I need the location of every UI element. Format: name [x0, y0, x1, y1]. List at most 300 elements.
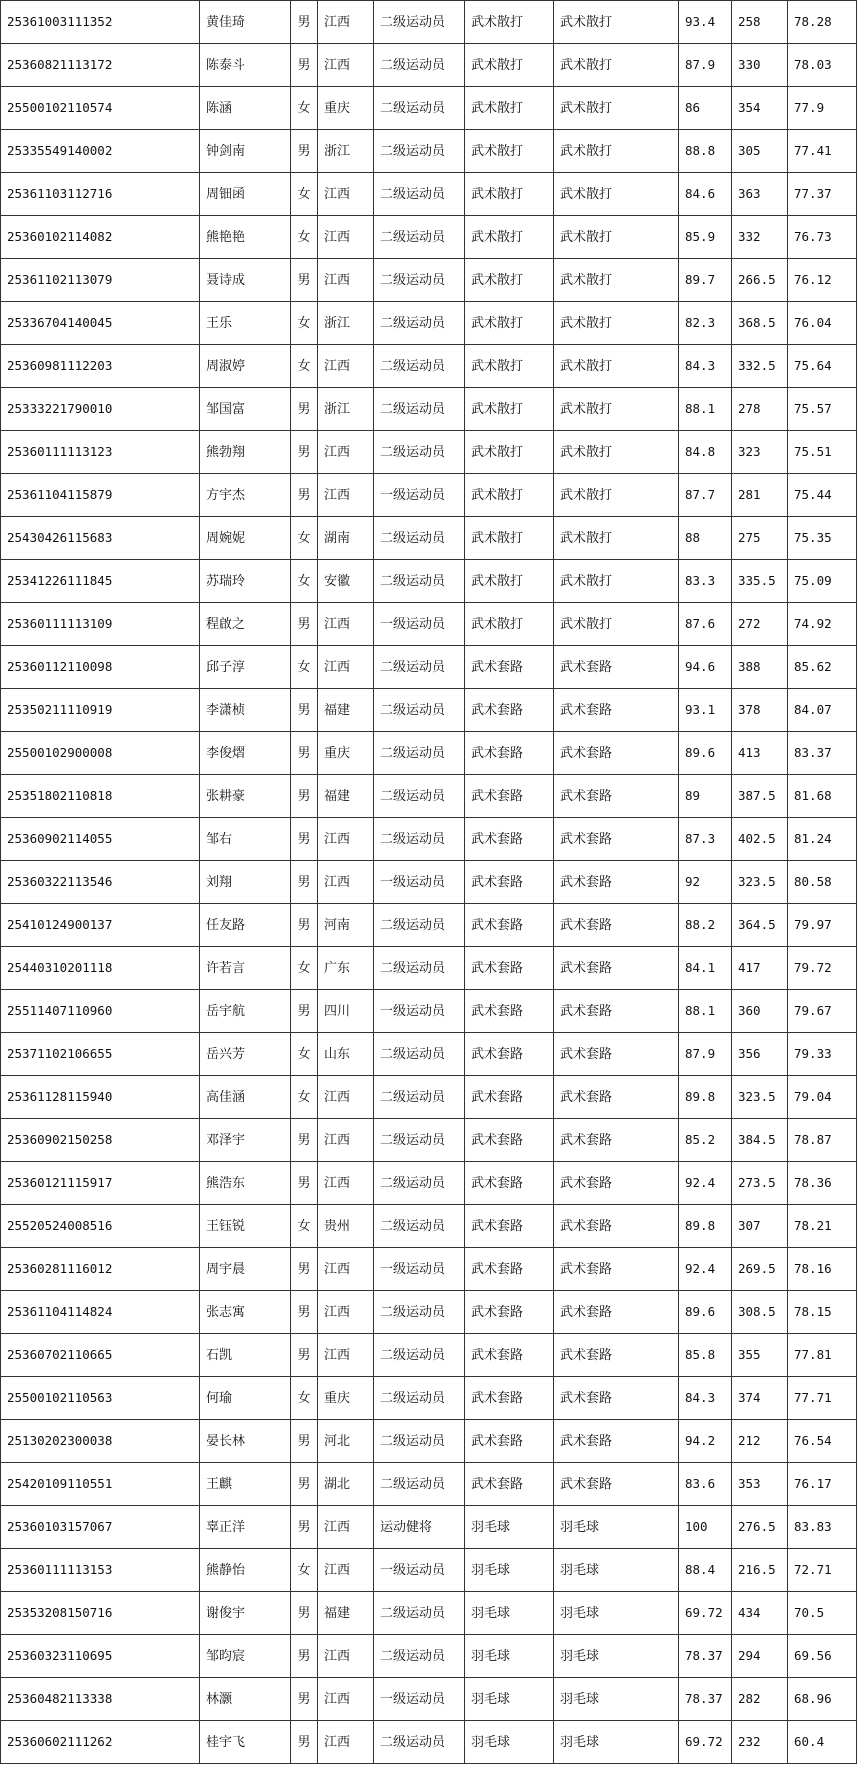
total-score-cell: 83.37 — [788, 732, 857, 775]
total-score-cell: 75.57 — [788, 388, 857, 431]
candidate-id-cell: 25351802110818 — [1, 775, 200, 818]
gender-cell: 男 — [291, 775, 318, 818]
event-cell: 武术散打 — [554, 474, 679, 517]
table-row — [1, 474, 857, 517]
event-cell: 武术套路 — [554, 1377, 679, 1420]
province-cell: 江西 — [318, 1291, 374, 1334]
name-cell: 聂诗成 — [200, 259, 291, 302]
score-1-cell: 89.6 — [679, 1291, 732, 1334]
score-2-cell: 332 — [732, 216, 788, 259]
table-row — [1, 1635, 857, 1678]
event-cell: 武术散打 — [554, 44, 679, 87]
gender-cell: 男 — [291, 259, 318, 302]
table-row — [1, 1033, 857, 1076]
name-cell: 陈涵 — [200, 87, 291, 130]
athlete-level-cell: 二级运动员 — [374, 775, 465, 818]
table-row — [1, 861, 857, 904]
candidate-id-cell: 25361104114824 — [1, 1291, 200, 1334]
gender-cell: 女 — [291, 345, 318, 388]
province-cell: 江西 — [318, 861, 374, 904]
gender-cell: 男 — [291, 689, 318, 732]
event-cell: 武术散打 — [554, 130, 679, 173]
score-2-cell: 363 — [732, 173, 788, 216]
score-1-cell: 69.72 — [679, 1592, 732, 1635]
event-cell: 武术套路 — [554, 947, 679, 990]
total-score-cell: 77.81 — [788, 1334, 857, 1377]
table-row — [1, 904, 857, 947]
score-1-cell: 84.3 — [679, 345, 732, 388]
sport-cell: 武术套路 — [465, 1205, 554, 1248]
gender-cell: 女 — [291, 87, 318, 130]
candidate-id-cell: 25130202300038 — [1, 1420, 200, 1463]
total-score-cell: 60.4 — [788, 1721, 857, 1764]
score-1-cell: 85.2 — [679, 1119, 732, 1162]
candidate-id-cell: 25360602111262 — [1, 1721, 200, 1764]
score-1-cell: 94.6 — [679, 646, 732, 689]
event-cell: 武术散打 — [554, 1, 679, 44]
score-1-cell: 87.9 — [679, 1033, 732, 1076]
gender-cell: 男 — [291, 603, 318, 646]
total-score-cell: 79.97 — [788, 904, 857, 947]
province-cell: 四川 — [318, 990, 374, 1033]
score-1-cell: 78.37 — [679, 1635, 732, 1678]
candidate-id-cell: 25420109110551 — [1, 1463, 200, 1506]
athlete-level-cell: 一级运动员 — [374, 1678, 465, 1721]
score-2-cell: 275 — [732, 517, 788, 560]
province-cell: 江西 — [318, 646, 374, 689]
event-cell: 武术套路 — [554, 990, 679, 1033]
candidate-id-cell: 25360281116012 — [1, 1248, 200, 1291]
name-cell: 王乐 — [200, 302, 291, 345]
province-cell: 江西 — [318, 474, 374, 517]
sport-cell: 武术散打 — [465, 603, 554, 646]
sport-cell: 武术套路 — [465, 990, 554, 1033]
event-cell: 武术散打 — [554, 302, 679, 345]
score-1-cell: 94.2 — [679, 1420, 732, 1463]
table-row — [1, 1162, 857, 1205]
sport-cell: 武术散打 — [465, 302, 554, 345]
event-cell: 武术套路 — [554, 775, 679, 818]
score-1-cell: 89.7 — [679, 259, 732, 302]
candidate-id-cell: 25410124900137 — [1, 904, 200, 947]
score-2-cell: 212 — [732, 1420, 788, 1463]
table-row — [1, 1119, 857, 1162]
total-score-cell: 78.15 — [788, 1291, 857, 1334]
event-cell: 武术套路 — [554, 861, 679, 904]
table-row — [1, 560, 857, 603]
name-cell: 熊静怡 — [200, 1549, 291, 1592]
total-score-cell: 79.04 — [788, 1076, 857, 1119]
candidate-id-cell: 25360482113338 — [1, 1678, 200, 1721]
athlete-level-cell: 二级运动员 — [374, 1205, 465, 1248]
province-cell: 江西 — [318, 1, 374, 44]
score-2-cell: 258 — [732, 1, 788, 44]
total-score-cell: 78.16 — [788, 1248, 857, 1291]
sport-cell: 武术散打 — [465, 87, 554, 130]
event-cell: 武术散打 — [554, 87, 679, 130]
athlete-level-cell: 二级运动员 — [374, 1, 465, 44]
athlete-level-cell: 一级运动员 — [374, 474, 465, 517]
province-cell: 江西 — [318, 1119, 374, 1162]
candidate-id-cell: 25360702110665 — [1, 1334, 200, 1377]
sport-cell: 武术套路 — [465, 1291, 554, 1334]
score-1-cell: 92.4 — [679, 1248, 732, 1291]
athlete-level-cell: 二级运动员 — [374, 130, 465, 173]
athlete-level-cell: 二级运动员 — [374, 1721, 465, 1764]
score-2-cell: 388 — [732, 646, 788, 689]
name-cell: 李俊熠 — [200, 732, 291, 775]
event-cell: 武术套路 — [554, 1334, 679, 1377]
athlete-level-cell: 二级运动员 — [374, 216, 465, 259]
sport-cell: 武术套路 — [465, 1119, 554, 1162]
score-1-cell: 89.8 — [679, 1205, 732, 1248]
candidate-id-cell: 25361102113079 — [1, 259, 200, 302]
sport-cell: 羽毛球 — [465, 1635, 554, 1678]
total-score-cell: 81.24 — [788, 818, 857, 861]
province-cell: 江西 — [318, 1635, 374, 1678]
athlete-level-cell: 二级运动员 — [374, 1592, 465, 1635]
candidate-id-cell: 25360323110695 — [1, 1635, 200, 1678]
athlete-level-cell: 二级运动员 — [374, 345, 465, 388]
athlete-level-cell: 二级运动员 — [374, 1463, 465, 1506]
table-row — [1, 1463, 857, 1506]
candidate-id-cell: 25360821113172 — [1, 44, 200, 87]
sport-cell: 武术散打 — [465, 388, 554, 431]
candidate-id-cell: 25360112110098 — [1, 646, 200, 689]
candidate-id-cell: 25360102114082 — [1, 216, 200, 259]
province-cell: 湖南 — [318, 517, 374, 560]
score-2-cell: 387.5 — [732, 775, 788, 818]
name-cell: 晏长林 — [200, 1420, 291, 1463]
table-row — [1, 1291, 857, 1334]
candidate-id-cell: 25500102900008 — [1, 732, 200, 775]
total-score-cell: 78.21 — [788, 1205, 857, 1248]
name-cell: 黄佳琦 — [200, 1, 291, 44]
athlete-level-cell: 一级运动员 — [374, 1549, 465, 1592]
sport-cell: 武术散打 — [465, 431, 554, 474]
score-1-cell: 85.8 — [679, 1334, 732, 1377]
province-cell: 江西 — [318, 44, 374, 87]
gender-cell: 男 — [291, 1162, 318, 1205]
name-cell: 王钰锐 — [200, 1205, 291, 1248]
gender-cell: 女 — [291, 216, 318, 259]
name-cell: 张耕豪 — [200, 775, 291, 818]
gender-cell: 女 — [291, 560, 318, 603]
sport-cell: 武术套路 — [465, 1162, 554, 1205]
athlete-level-cell: 二级运动员 — [374, 517, 465, 560]
candidate-id-cell: 25500102110563 — [1, 1377, 200, 1420]
gender-cell: 男 — [291, 990, 318, 1033]
event-cell: 武术套路 — [554, 646, 679, 689]
total-score-cell: 78.36 — [788, 1162, 857, 1205]
province-cell: 山东 — [318, 1033, 374, 1076]
score-2-cell: 323.5 — [732, 861, 788, 904]
sport-cell: 武术套路 — [465, 1033, 554, 1076]
name-cell: 林灏 — [200, 1678, 291, 1721]
score-2-cell: 308.5 — [732, 1291, 788, 1334]
table-row — [1, 216, 857, 259]
total-score-cell: 78.87 — [788, 1119, 857, 1162]
score-1-cell: 85.9 — [679, 216, 732, 259]
score-2-cell: 417 — [732, 947, 788, 990]
name-cell: 方宇杰 — [200, 474, 291, 517]
event-cell: 羽毛球 — [554, 1549, 679, 1592]
name-cell: 邹右 — [200, 818, 291, 861]
gender-cell: 男 — [291, 474, 318, 517]
athlete-level-cell: 二级运动员 — [374, 947, 465, 990]
event-cell: 武术散打 — [554, 560, 679, 603]
province-cell: 湖北 — [318, 1463, 374, 1506]
gender-cell: 男 — [291, 130, 318, 173]
gender-cell: 女 — [291, 1377, 318, 1420]
sport-cell: 武术散打 — [465, 173, 554, 216]
gender-cell: 男 — [291, 1678, 318, 1721]
gender-cell: 男 — [291, 1463, 318, 1506]
sport-cell: 武术散打 — [465, 560, 554, 603]
province-cell: 江西 — [318, 1549, 374, 1592]
table-row — [1, 689, 857, 732]
province-cell: 广东 — [318, 947, 374, 990]
event-cell: 武术套路 — [554, 904, 679, 947]
gender-cell: 男 — [291, 1635, 318, 1678]
table-row — [1, 259, 857, 302]
candidate-id-cell: 25353208150716 — [1, 1592, 200, 1635]
gender-cell: 男 — [291, 1721, 318, 1764]
score-2-cell: 294 — [732, 1635, 788, 1678]
athlete-level-cell: 二级运动员 — [374, 87, 465, 130]
event-cell: 武术套路 — [554, 1248, 679, 1291]
table-row — [1, 1549, 857, 1592]
score-2-cell: 354 — [732, 87, 788, 130]
athlete-level-cell: 运动健将 — [374, 1506, 465, 1549]
athlete-level-cell: 二级运动员 — [374, 1033, 465, 1076]
total-score-cell: 84.07 — [788, 689, 857, 732]
name-cell: 周淑婷 — [200, 345, 291, 388]
gender-cell: 男 — [291, 818, 318, 861]
gender-cell: 女 — [291, 1549, 318, 1592]
score-2-cell: 330 — [732, 44, 788, 87]
table-body — [1, 1, 857, 1764]
score-1-cell: 93.1 — [679, 689, 732, 732]
sport-cell: 武术散打 — [465, 259, 554, 302]
athlete-level-cell: 二级运动员 — [374, 1291, 465, 1334]
province-cell: 江西 — [318, 603, 374, 646]
gender-cell: 男 — [291, 861, 318, 904]
name-cell: 陈泰斗 — [200, 44, 291, 87]
gender-cell: 男 — [291, 1592, 318, 1635]
athlete-level-cell: 一级运动员 — [374, 603, 465, 646]
athlete-level-cell: 二级运动员 — [374, 560, 465, 603]
athlete-level-cell: 一级运动员 — [374, 990, 465, 1033]
event-cell: 武术套路 — [554, 1162, 679, 1205]
event-cell: 羽毛球 — [554, 1506, 679, 1549]
name-cell: 周宇晨 — [200, 1248, 291, 1291]
sport-cell: 武术散打 — [465, 517, 554, 560]
event-cell: 武术散打 — [554, 388, 679, 431]
candidate-id-cell: 25360121115917 — [1, 1162, 200, 1205]
candidate-id-cell: 25360902114055 — [1, 818, 200, 861]
candidate-id-cell: 25360322113546 — [1, 861, 200, 904]
total-score-cell: 70.5 — [788, 1592, 857, 1635]
sport-cell: 武术套路 — [465, 1076, 554, 1119]
candidate-id-cell: 25336704140045 — [1, 302, 200, 345]
score-2-cell: 402.5 — [732, 818, 788, 861]
score-1-cell: 93.4 — [679, 1, 732, 44]
sport-cell: 羽毛球 — [465, 1721, 554, 1764]
athlete-level-cell: 二级运动员 — [374, 732, 465, 775]
gender-cell: 女 — [291, 1033, 318, 1076]
total-score-cell: 78.03 — [788, 44, 857, 87]
event-cell: 武术套路 — [554, 732, 679, 775]
candidate-id-cell: 25520524008516 — [1, 1205, 200, 1248]
athlete-level-cell: 二级运动员 — [374, 302, 465, 345]
table-row — [1, 1721, 857, 1764]
total-score-cell: 78.28 — [788, 1, 857, 44]
score-2-cell: 323.5 — [732, 1076, 788, 1119]
province-cell: 重庆 — [318, 732, 374, 775]
score-1-cell: 87.7 — [679, 474, 732, 517]
athlete-level-cell: 二级运动员 — [374, 904, 465, 947]
total-score-cell: 83.83 — [788, 1506, 857, 1549]
table-row — [1, 345, 857, 388]
name-cell: 岳宇航 — [200, 990, 291, 1033]
table-row — [1, 302, 857, 345]
athlete-level-cell: 二级运动员 — [374, 1334, 465, 1377]
province-cell: 江西 — [318, 818, 374, 861]
name-cell: 邹国富 — [200, 388, 291, 431]
score-2-cell: 374 — [732, 1377, 788, 1420]
total-score-cell: 75.09 — [788, 560, 857, 603]
score-2-cell: 335.5 — [732, 560, 788, 603]
athlete-level-cell: 二级运动员 — [374, 1635, 465, 1678]
name-cell: 苏瑞玲 — [200, 560, 291, 603]
athlete-level-cell: 二级运动员 — [374, 173, 465, 216]
table-row — [1, 388, 857, 431]
candidate-id-cell: 25360111113109 — [1, 603, 200, 646]
province-cell: 江西 — [318, 345, 374, 388]
score-1-cell: 84.8 — [679, 431, 732, 474]
athlete-level-cell: 一级运动员 — [374, 861, 465, 904]
total-score-cell: 74.92 — [788, 603, 857, 646]
event-cell: 羽毛球 — [554, 1678, 679, 1721]
score-1-cell: 88.4 — [679, 1549, 732, 1592]
event-cell: 武术套路 — [554, 1033, 679, 1076]
athlete-level-cell: 二级运动员 — [374, 259, 465, 302]
score-2-cell: 305 — [732, 130, 788, 173]
event-cell: 武术套路 — [554, 1119, 679, 1162]
name-cell: 钟剑南 — [200, 130, 291, 173]
table-row — [1, 44, 857, 87]
gender-cell: 女 — [291, 1205, 318, 1248]
score-1-cell: 78.37 — [679, 1678, 732, 1721]
score-1-cell: 82.3 — [679, 302, 732, 345]
score-2-cell: 384.5 — [732, 1119, 788, 1162]
name-cell: 程啟之 — [200, 603, 291, 646]
gender-cell: 女 — [291, 302, 318, 345]
total-score-cell: 76.04 — [788, 302, 857, 345]
score-2-cell: 364.5 — [732, 904, 788, 947]
score-2-cell: 413 — [732, 732, 788, 775]
score-2-cell: 360 — [732, 990, 788, 1033]
gender-cell: 男 — [291, 431, 318, 474]
province-cell: 贵州 — [318, 1205, 374, 1248]
total-score-cell: 80.58 — [788, 861, 857, 904]
score-2-cell: 266.5 — [732, 259, 788, 302]
province-cell: 福建 — [318, 689, 374, 732]
score-2-cell: 269.5 — [732, 1248, 788, 1291]
gender-cell: 男 — [291, 732, 318, 775]
athlete-level-cell: 二级运动员 — [374, 1119, 465, 1162]
table-row — [1, 818, 857, 861]
name-cell: 任友路 — [200, 904, 291, 947]
gender-cell: 男 — [291, 1248, 318, 1291]
athlete-level-cell: 二级运动员 — [374, 431, 465, 474]
total-score-cell: 85.62 — [788, 646, 857, 689]
candidate-id-cell: 25360103157067 — [1, 1506, 200, 1549]
score-1-cell: 100 — [679, 1506, 732, 1549]
total-score-cell: 77.71 — [788, 1377, 857, 1420]
total-score-cell: 76.12 — [788, 259, 857, 302]
name-cell: 熊勃翔 — [200, 431, 291, 474]
gender-cell: 男 — [291, 44, 318, 87]
sport-cell: 羽毛球 — [465, 1549, 554, 1592]
province-cell: 江西 — [318, 1248, 374, 1291]
candidate-id-cell: 25360111113153 — [1, 1549, 200, 1592]
name-cell: 熊艳艳 — [200, 216, 291, 259]
sport-cell: 武术套路 — [465, 947, 554, 990]
candidate-id-cell: 25350211110919 — [1, 689, 200, 732]
sport-cell: 武术套路 — [465, 861, 554, 904]
gender-cell: 女 — [291, 173, 318, 216]
score-2-cell: 368.5 — [732, 302, 788, 345]
event-cell: 羽毛球 — [554, 1721, 679, 1764]
event-cell: 武术散打 — [554, 517, 679, 560]
score-2-cell: 272 — [732, 603, 788, 646]
score-1-cell: 88.1 — [679, 388, 732, 431]
score-1-cell: 88.1 — [679, 990, 732, 1033]
table-row — [1, 990, 857, 1033]
sport-cell: 武术散打 — [465, 216, 554, 259]
candidate-id-cell: 25440310201118 — [1, 947, 200, 990]
table-row — [1, 1248, 857, 1291]
province-cell: 浙江 — [318, 302, 374, 345]
table-row — [1, 1592, 857, 1635]
sport-cell: 羽毛球 — [465, 1592, 554, 1635]
score-2-cell: 356 — [732, 1033, 788, 1076]
name-cell: 高佳涵 — [200, 1076, 291, 1119]
name-cell: 熊浩东 — [200, 1162, 291, 1205]
sport-cell: 武术套路 — [465, 689, 554, 732]
candidate-id-cell: 25361103112716 — [1, 173, 200, 216]
table-row — [1, 431, 857, 474]
table-row — [1, 1205, 857, 1248]
athlete-level-cell: 二级运动员 — [374, 1420, 465, 1463]
total-score-cell: 69.56 — [788, 1635, 857, 1678]
event-cell: 武术散打 — [554, 173, 679, 216]
table-row — [1, 173, 857, 216]
candidate-id-cell: 25360981112203 — [1, 345, 200, 388]
score-1-cell: 87.3 — [679, 818, 732, 861]
name-cell: 石凯 — [200, 1334, 291, 1377]
score-1-cell: 83.3 — [679, 560, 732, 603]
score-2-cell: 282 — [732, 1678, 788, 1721]
score-1-cell: 69.72 — [679, 1721, 732, 1764]
candidate-id-cell: 25361128115940 — [1, 1076, 200, 1119]
athlete-level-cell: 二级运动员 — [374, 1076, 465, 1119]
province-cell: 江西 — [318, 173, 374, 216]
score-1-cell: 84.6 — [679, 173, 732, 216]
score-1-cell: 88.2 — [679, 904, 732, 947]
